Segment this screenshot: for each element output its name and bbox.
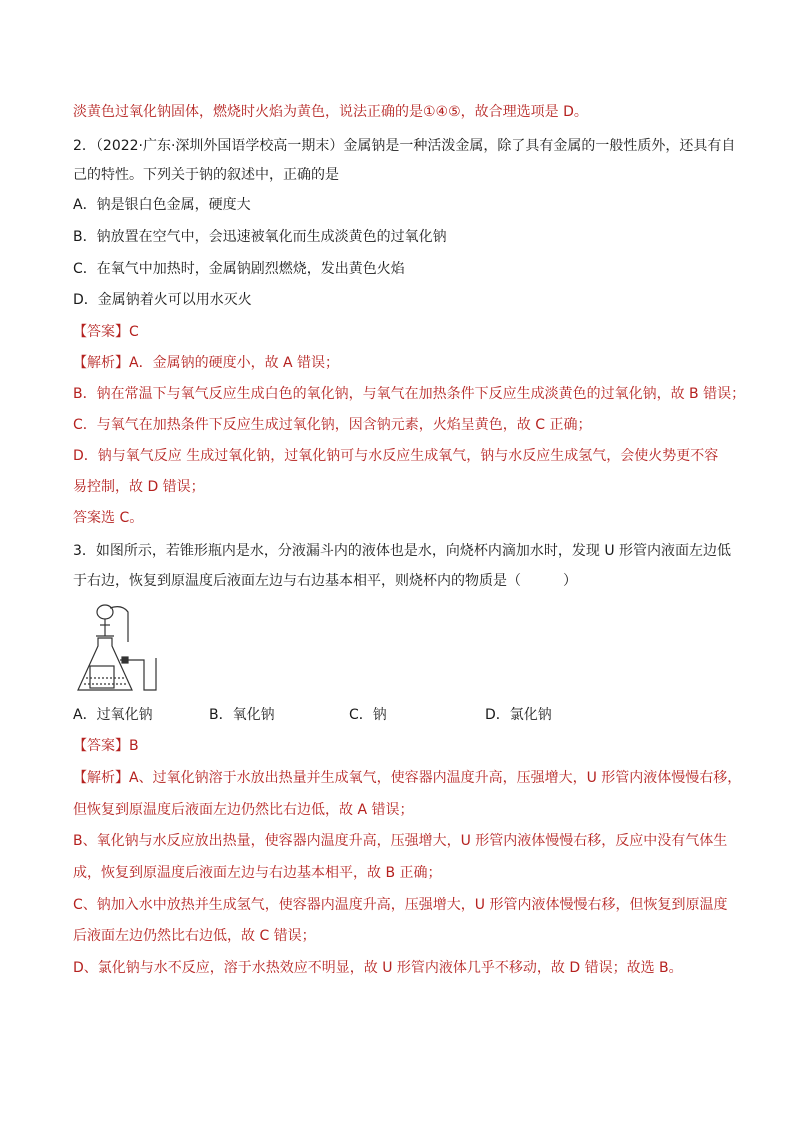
q3-option-b: B．氧化钠: [209, 707, 275, 723]
q2-option-b: B．钠放置在空气中，会迅速被氧化而生成淡黄色的过氧化钠: [73, 229, 447, 245]
q2-conclusion: 答案选 C。: [73, 510, 144, 526]
answer-tag: 【答案】: [73, 324, 129, 340]
q2-option-a: A．钠是银白色金属，硬度大: [73, 197, 251, 213]
tube-joint: [122, 657, 128, 663]
q3-answer: [73, 736, 139, 756]
q3-stem-line1: 3．如图所示，若锥形瓶内是水，分液漏斗内的液体也是水，向烧杯内滴加水时，发现 U 形管内液面左边低: [73, 543, 732, 559]
q2-analysis-c: C．与氧气在加热条件下反应生成过氧化钠，因含钠元素，火焰呈黄色，故 C 正确；: [73, 417, 592, 433]
inner-beaker: [90, 666, 114, 688]
analysis-tag: 【解析】: [73, 770, 129, 786]
analysis-tag: 【解析】: [73, 355, 129, 371]
q3-analysis-b-line2: 成，恢复到原温度后液面左边与右边基本相平，故 B 正确；: [73, 865, 442, 881]
q2-stem-line1: 2．（2022·广东·深圳外国语学校高一期末）金属钠是一种活泼金属，除了具有金属的一般性质外，还具有自: [73, 138, 736, 154]
apparatus-figure: [72, 602, 162, 694]
q2-option-d: D．金属钠着火可以用水灭火: [73, 292, 252, 308]
q2-answer: [73, 322, 139, 342]
q2-option-c: C．在氧气中加热时，金属钠剧烈燃烧，发出黄色火焰: [73, 261, 405, 277]
analysis-a1-text: A、过氧化钠溶于水放出热量并生成氧气，使容器内温度升高，压强增大，U 形管内液体慢慢右移，: [129, 770, 742, 786]
q3-option-c: C．钠: [349, 707, 387, 723]
q2-analysis-a: [73, 353, 339, 373]
q3-analysis-c-line1: C、钠加入水中放热并生成氢气，使容器内温度升高，压强增大，U 形管内液体慢慢右移，但恢复到原温度: [73, 897, 728, 913]
q3-analysis-c-line2: 后液面左边仍然比右边低，故 C 错误；: [73, 928, 316, 944]
q3-option-d: D．氯化钠: [485, 707, 552, 723]
answer-value: B: [129, 738, 139, 754]
answer-tag: 【答案】: [73, 738, 129, 754]
q2-stem-line2: 己的特性。下列关于钠的叙述中，正确的是: [73, 167, 339, 183]
q2-analysis-d-line1: D．钠与氧气反应 生成过氧化钠，过氧化钠可与水反应生成氧气，钠与水反应生成氢气，会使火势更不容: [73, 448, 719, 464]
q2-analysis-b: B．钠在常温下与氧气反应生成白色的氧化钠，与氧气在加热条件下反应生成淡黄色的过氧化钠，故 B 错误；: [73, 386, 746, 402]
q3-analysis-a-line2: 但恢复到原温度后液面左边仍然比右边低，故 A 错误；: [73, 802, 414, 818]
q1-explanation-tail: 淡黄色过氧化钠固体，燃烧时火焰为黄色，说法正确的是①④⑤，故合理选项是 D。: [73, 104, 588, 120]
q3-option-a: A．过氧化钠: [73, 707, 153, 723]
q2-analysis-d-line2: 易控制，故 D 错误；: [73, 479, 205, 495]
q3-analysis-a-line1: [73, 768, 741, 788]
answer-value: C: [129, 324, 139, 340]
analysis-a-text: A．金属钠的硬度小，故 A 错误；: [129, 355, 340, 371]
q3-stem-line2: 于右边，恢复到原温度后液面左边与右边基本相平，则烧杯内的物质是（ ）: [73, 573, 577, 589]
q3-analysis-d: D、氯化钠与水不反应，溶于水热效应不明显，故 U 形管内液体几乎不移动，故 D 错误；故选 B。: [73, 960, 683, 976]
conical-flask: [78, 638, 132, 690]
q3-analysis-b-line1: B、氧化钠与水反应放出热量，使容器内温度升高，压强增大，U 形管内液体慢慢右移，反应中没有气体生: [73, 833, 728, 849]
funnel-bulb: [97, 605, 113, 619]
